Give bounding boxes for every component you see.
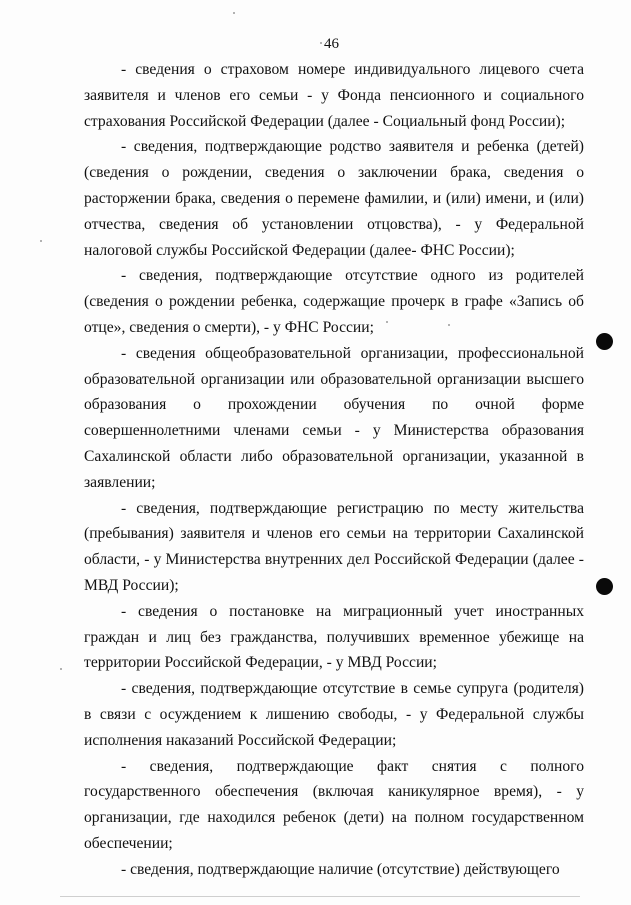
- paragraph-registration: - сведения, подтверждающие регистрацию по месту жительства (пребывания) заявителя и членов его семьи на территории Сахалинской области, - у Министерства внутренних дел Российской Федерации (далее - МВД России);: [84, 499, 584, 594]
- paragraph-kinship: - сведения, подтверждающие родство заявителя и ребенка (детей) (сведения о рождении, сведения о заключении брака, сведения о расторжении брака, сведения о перемене фамилии, и (или) имени, и (или) отчества, сведения об установлении отцовства), - у Федеральной налоговой службы Российской Федерации (далее- ФНС России);: [84, 138, 584, 259]
- paragraph-state-support: - сведения, подтверждающие факт снятия с полного государственного обеспечения (включая каникулярное время), - у организации, где находился ребенок (дети) на полном государственном обеспечении;: [84, 757, 584, 852]
- scan-speck: [320, 42, 322, 44]
- punch-hole-icon: [596, 578, 613, 595]
- scan-speck: [448, 324, 450, 326]
- paragraph-snils: - сведения о страховом номере индивидуального лицевого счета заявителя и членов его семьи - у Фонда пенсионного и социального страхования Российской Федерации (далее - Социальный фонд России);: [84, 61, 584, 130]
- scan-edge-line: [60, 896, 580, 897]
- scan-speck: [233, 12, 235, 14]
- document-body: [84, 57, 584, 883]
- page-number: 46: [324, 36, 339, 52]
- paragraph-imprisonment: - сведения, подтверждающие отсутствие в семье супруга (родителя) в связи с осуждением к лишению свободы, - у Федеральной службы исполнения наказаний Российской Федерации;: [84, 680, 584, 749]
- scan-speck: [60, 668, 62, 670]
- scan-speck: [386, 321, 388, 323]
- paragraph-education: - сведения общеобразовательной организации, профессиональной образовательной организации или образовательной организации высшего образования о прохождении обучения по очной форме совершеннолетними членами семьи - у Министерства образования Сахалинской области либо образовательной организации, указанной в заявлении;: [84, 344, 584, 491]
- paragraph-absent-parent: - сведения, подтверждающие отсутствие одного из родителей (сведения о рождении ребенка, содержащие прочерк в графе «Запись об отце», сведения о смерти), - у ФНС России;: [84, 267, 584, 336]
- punch-hole-icon: [596, 333, 613, 350]
- scan-speck: [40, 240, 42, 242]
- paragraph-active: - сведения, подтверждающие наличие (отсутствие) действующего: [121, 860, 560, 878]
- paragraph-migration: - сведения о постановке на миграционный учет иностранных граждан и лиц без гражданства, получивших временное убежище на территории Российской Федерации, - у МВД России;: [84, 602, 584, 672]
